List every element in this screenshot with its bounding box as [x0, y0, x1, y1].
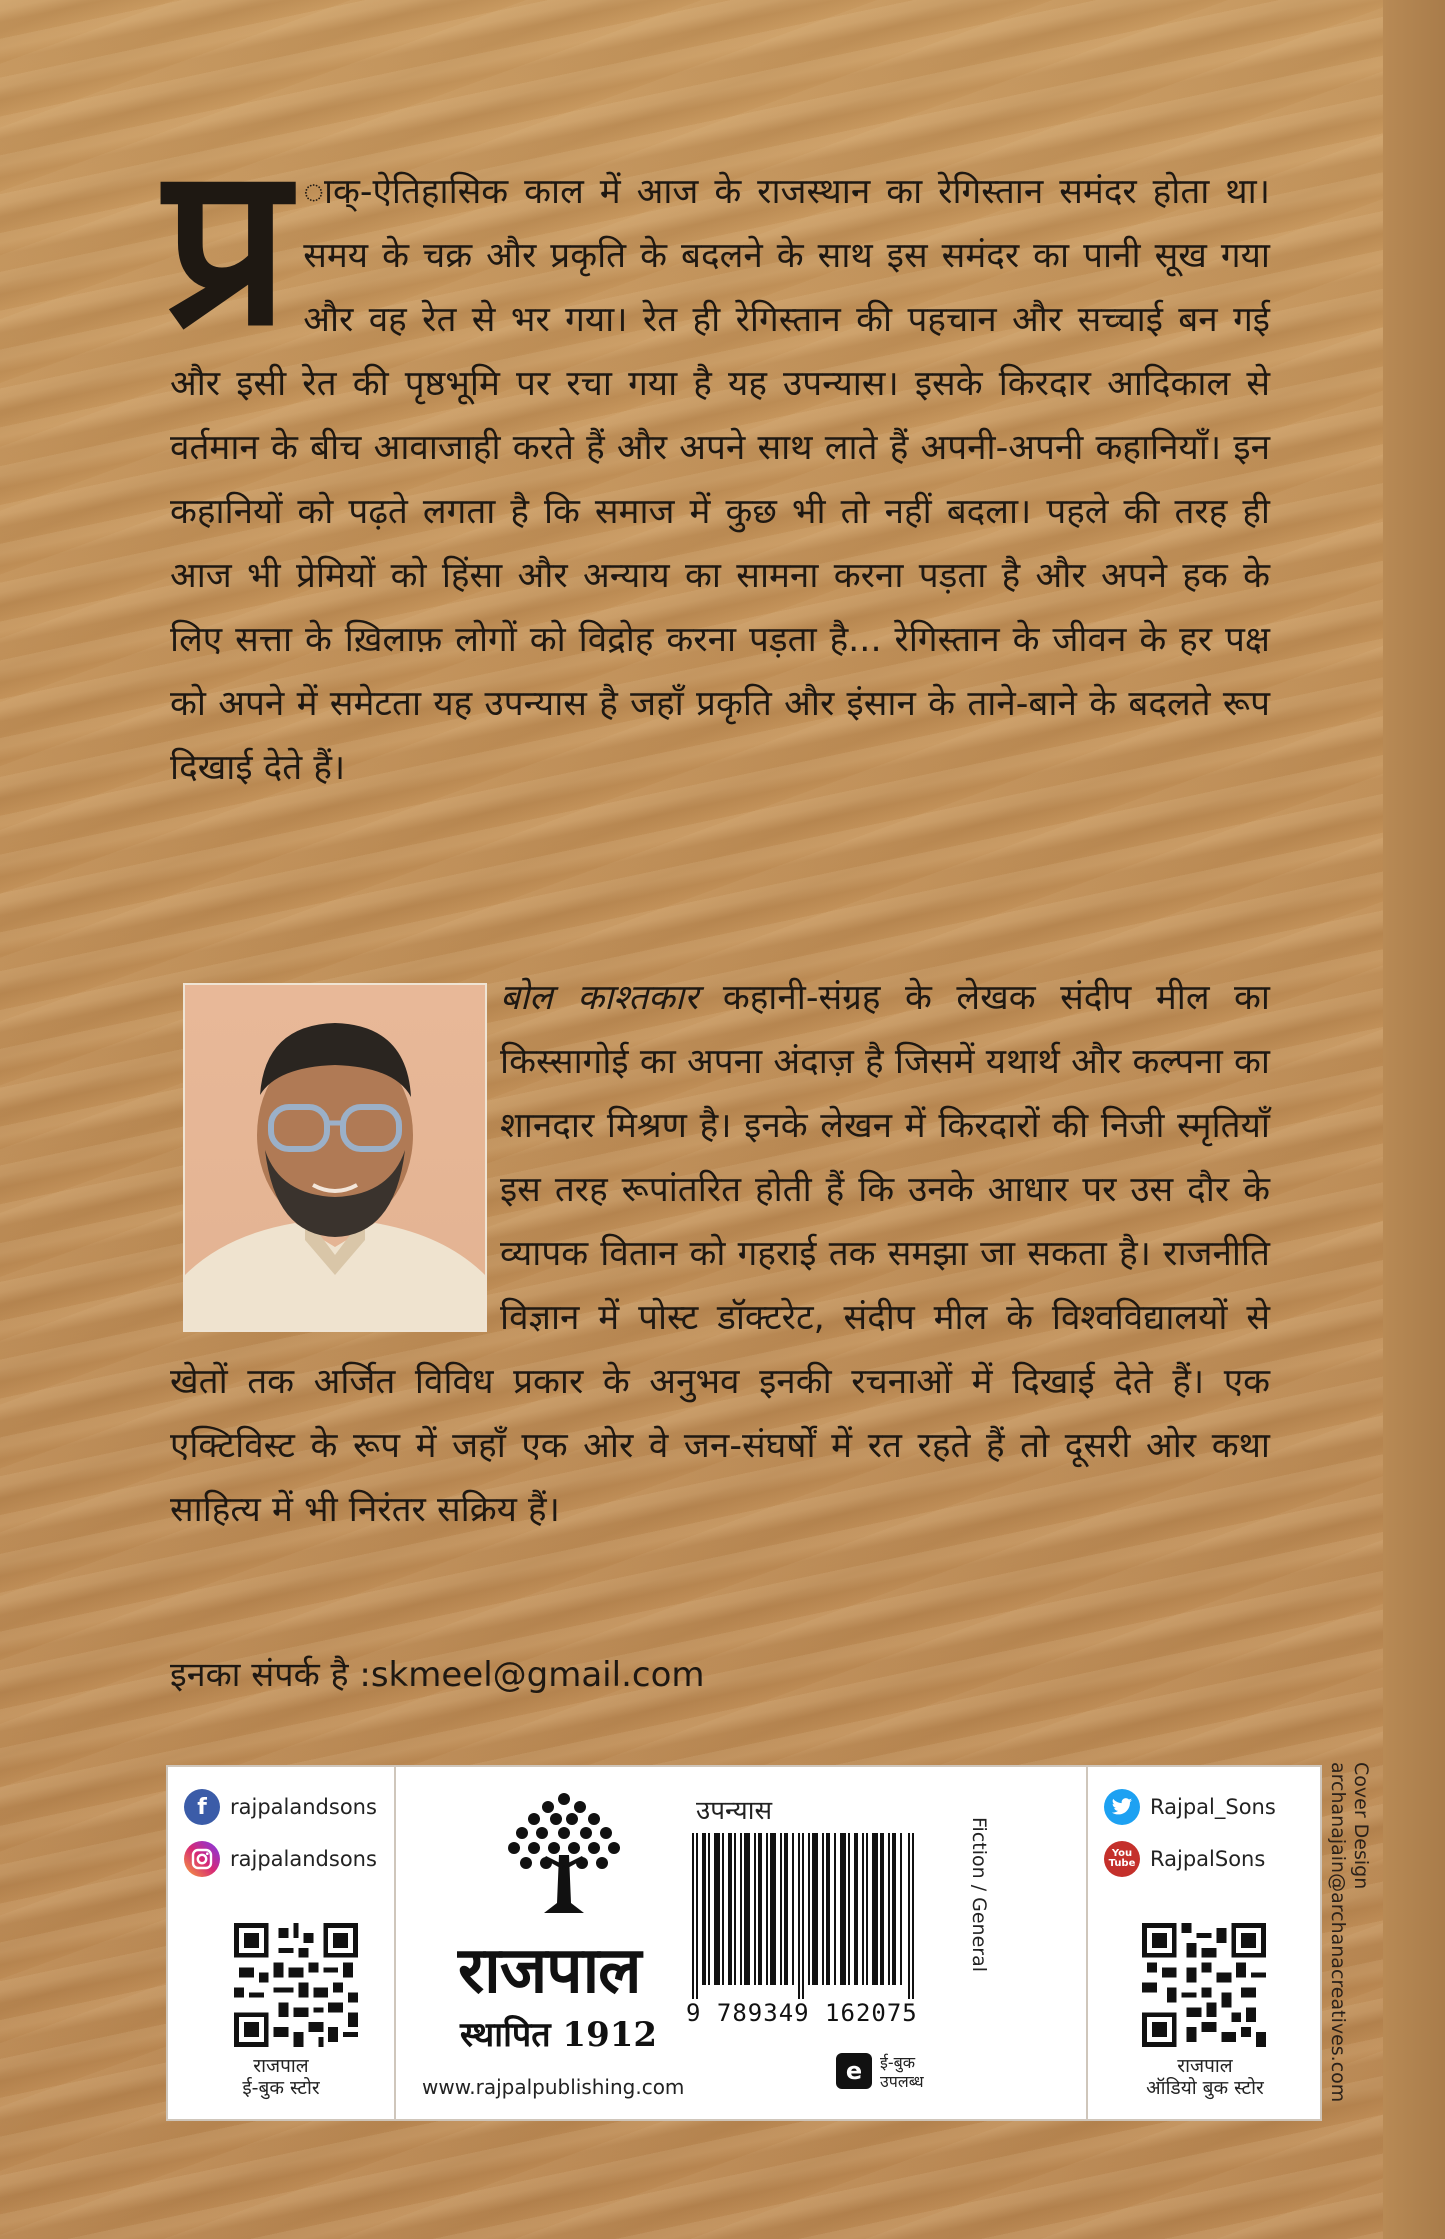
twitter-link[interactable]	[1104, 1789, 1276, 1825]
ebook-store-qr-icon[interactable]	[234, 1923, 358, 2047]
ebook-store-label-1: राजपाल	[253, 2055, 309, 2077]
publisher-website[interactable]: www.rajpalpublishing.com	[422, 2075, 685, 2099]
cover-design-email: archanajain@archanacreatives.com	[1327, 1762, 1349, 2103]
bio-text: कहानी-संग्रह के लेखक संदीप मील का किस्सागोई का अपना अंदाज़ है जिसमें यथार्थ और कल्पना का शानदार मिश्रण है। इनके लेखन में किरदारों की निजी स्मृतियाँ इस तरह रूपांतरित होती हैं कि उनके आधार पर उस दौर के व्यापक वितान को गहराई तक समझा जा सकता है। राजनीति विज्ञान में पोस्ट डॉक्टरेट, संदीप मील के विश्वविद्यालयों से खेतों तक अर्जित विविध प्रकार के अनुभव इनकी रचनाओं में दिखाई देते हैं। एक एक्टिविस्ट के रूप में जहाँ एक ओर वे जन-संघर्षों में रत रहते हैं तो दूसरी ओर कथा साहित्य में भी निरंतर सक्रिय हैं।	[170, 978, 1270, 1530]
ebook-icon: e	[836, 2053, 872, 2089]
contact-label: इनका संपर्क है :	[170, 1655, 371, 1695]
facebook-link[interactable]	[184, 1789, 377, 1825]
contact-email[interactable]: skmeel@gmail.com	[370, 1655, 705, 1695]
contact-line	[170, 1650, 705, 1696]
ebook-label-1: ई-बुक	[880, 2053, 916, 2072]
youtube-handle: RajpalSons	[1150, 1847, 1266, 1871]
right-panel	[1086, 1767, 1322, 2119]
youtube-icon: You Tube	[1104, 1841, 1140, 1877]
author-photo	[183, 983, 487, 1332]
twitter-handle: Rajpal_Sons	[1150, 1795, 1276, 1819]
drop-cap: प्र	[164, 115, 290, 374]
tree-logo-icon	[504, 1785, 624, 1917]
established-year: स्थापित 1912	[460, 2015, 658, 2055]
spine-edge	[1383, 0, 1445, 2239]
instagram-link[interactable]	[184, 1841, 377, 1877]
genre-english: Fiction / General	[968, 1817, 990, 1973]
isbn-barcode	[692, 1833, 914, 1999]
genre-hindi: उपन्यास	[696, 1796, 773, 1826]
audiobook-store-label-2: ऑडियो बुक स्टोर	[1146, 2077, 1264, 2099]
left-panel	[168, 1767, 396, 2119]
center-panel	[396, 1767, 1084, 2119]
facebook-handle: rajpalandsons	[230, 1795, 377, 1819]
audiobook-store-label-1: राजपाल	[1177, 2055, 1233, 2077]
blurb-paragraph	[164, 115, 1270, 800]
ebook-store-label-2: ई-बुक स्टोर	[242, 2077, 320, 2099]
author-portrait-icon	[185, 985, 485, 1330]
publisher-box	[166, 1765, 1322, 2121]
instagram-icon	[184, 1841, 220, 1877]
isbn-number: 9 789349 162075	[686, 1999, 918, 2027]
youtube-link[interactable]	[1104, 1841, 1265, 1877]
cover-design-label: Cover Design	[1350, 1762, 1372, 1890]
blurb-text: ाक्-ऐतिहासिक काल में आज के राजस्थान का रेगिस्तान समंदर होता था। समय के चक्र और प्रकृति के बदलने के साथ इस समंदर का पानी सूख गया और वह रेत से भर गया। रेत ही रेगिस्तान की पहचान और सच्चाई बन गई और इसी रेत की पृष्ठभूमि पर रचा गया है यह उपन्यास। इसके किरदार आदिकाल से वर्तमान के बीच आवाजाही करते हैं और अपने साथ लाते हैं अपनी-अपनी कहानियाँ। इन कहानियों को पढ़ते लगता है कि समाज में कुछ भी तो नहीं बदला। पहले की तरह ही आज भी प्रेमियों को हिंसा और अन्याय का सामना करना पड़ता है और अपने हक के लिए सत्ता के ख़िलाफ़ लोगों को विद्रोह करना पड़ता है... रेगिस्तान के जीवन के हर पक्ष को अपने में समेटता यह उपन्यास है जहाँ प्रकृति और इंसान के ताने-बाने के बदलते रूप दिखाई देते हैं।	[170, 172, 1270, 788]
cover-design-credit	[1326, 1762, 1372, 2102]
ebook-label-2: उपलब्ध	[880, 2072, 924, 2091]
bio-book-title: बोल काश्तकार	[500, 978, 699, 1018]
instagram-handle: rajpalandsons	[230, 1847, 377, 1871]
publisher-logo-text: राजपाल	[458, 1933, 641, 2008]
facebook-icon: f	[184, 1789, 220, 1825]
twitter-icon	[1104, 1789, 1140, 1825]
audiobook-store-qr-icon[interactable]	[1142, 1923, 1266, 2047]
